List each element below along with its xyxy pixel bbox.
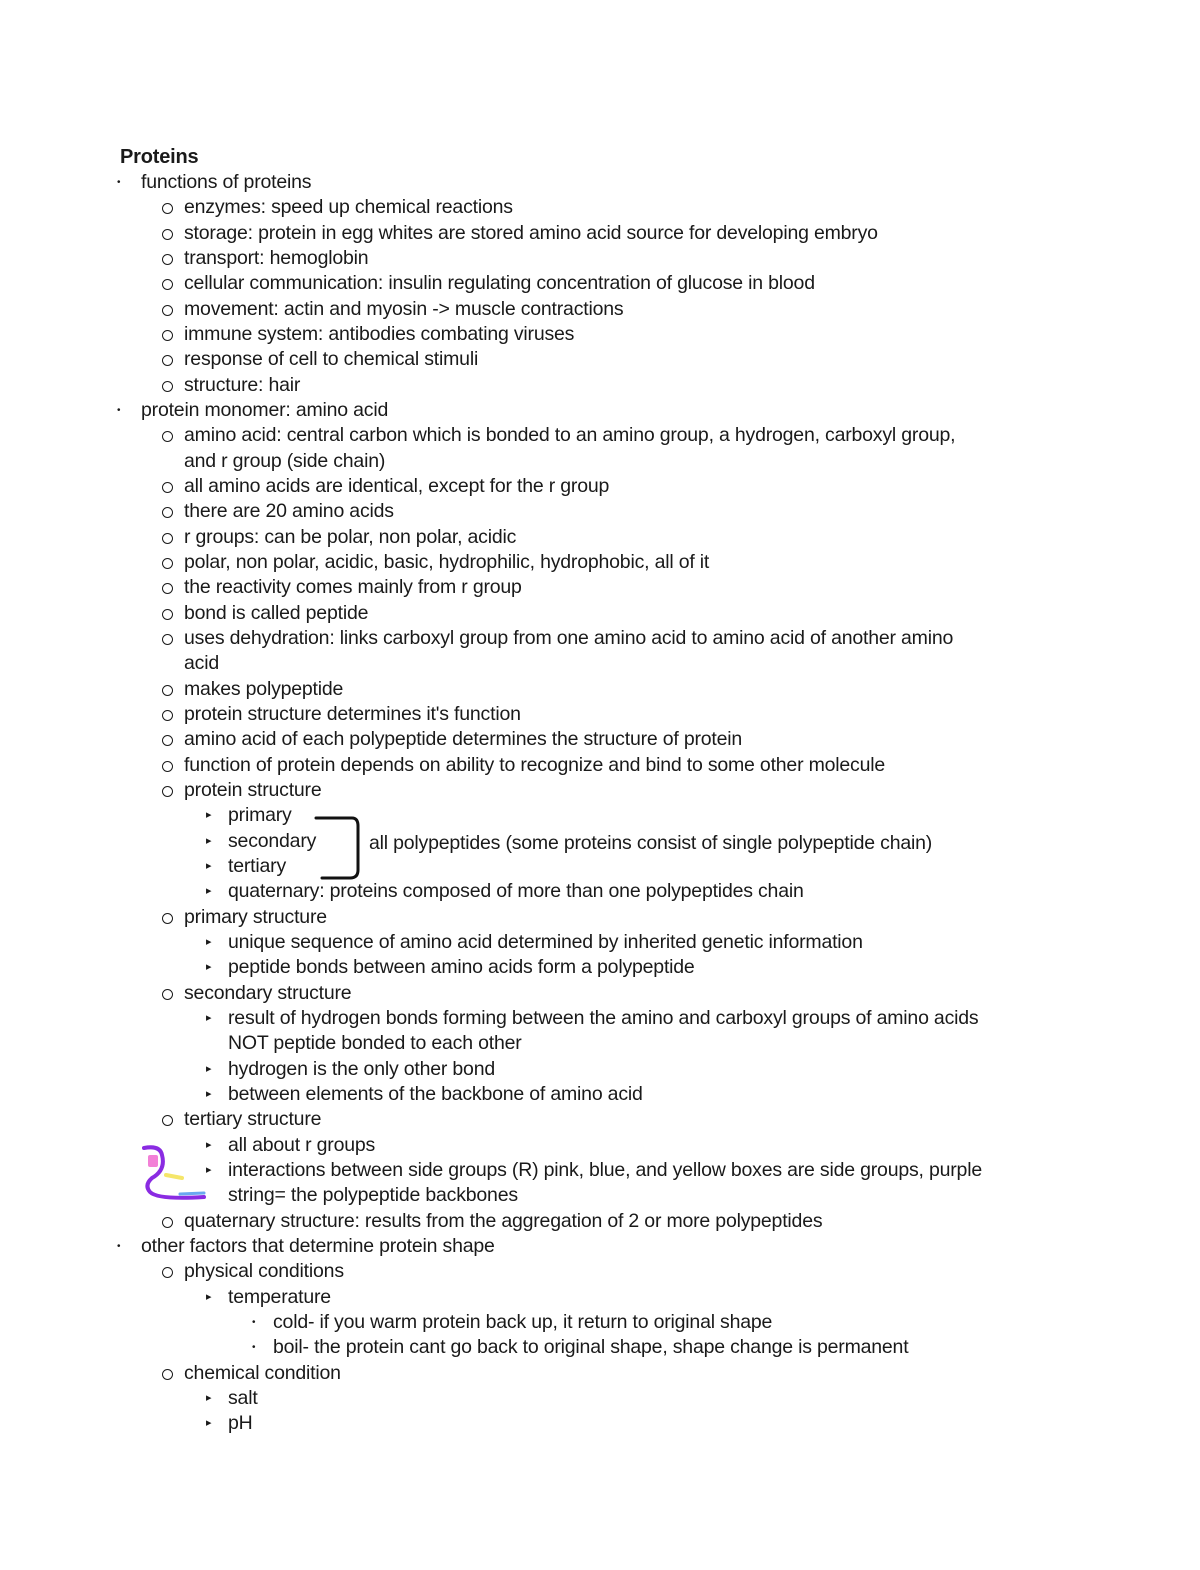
note-text: secondary xyxy=(228,829,317,852)
note-text: makes polypeptide xyxy=(184,677,344,700)
note-text: salt xyxy=(228,1386,258,1409)
note-text: all amino acids are identical, except for the r group xyxy=(184,474,610,497)
bullet-triangle-icon: ▸ xyxy=(206,1087,212,1100)
note-text: movement: actin and myosin -> muscle contractions xyxy=(184,297,624,320)
bullet-triangle-icon: ▸ xyxy=(206,1290,212,1303)
note-text: and r group (side chain) xyxy=(184,449,386,472)
note-text: all about r groups xyxy=(228,1133,376,1156)
note-text: the reactivity comes mainly from r group xyxy=(184,576,522,599)
note-text: storage: protein in egg whites are stored amino acid source for developing embryo xyxy=(184,221,878,244)
note-text: there are 20 amino acids xyxy=(184,500,394,523)
polypeptide-sketch xyxy=(144,1147,204,1198)
note-text: other factors that determine protein shape xyxy=(141,1234,495,1257)
note-text: boil- the protein cant go back to original shape, shape change is permanent xyxy=(273,1336,909,1359)
note-text: primary structure xyxy=(184,905,327,928)
page-title: Proteins xyxy=(120,146,199,168)
bullet-triangle-icon: ▸ xyxy=(206,1417,212,1430)
bullet-triangle-icon: ▸ xyxy=(206,885,212,898)
bullet-small-icon: • xyxy=(252,1342,256,1354)
note-text: pH xyxy=(228,1412,253,1435)
note-text: protein monomer: amino acid xyxy=(141,398,389,421)
note-text: response of cell to chemical stimuli xyxy=(184,348,479,371)
note-text: protein structure xyxy=(184,778,322,801)
note-text: enzymes: speed up chemical reactions xyxy=(184,196,513,219)
note-text: acid xyxy=(184,652,219,675)
note-text: between elements of the backbone of amino acid xyxy=(228,1082,643,1105)
note-text: functions of proteins xyxy=(141,171,312,193)
note-text: chemical condition xyxy=(184,1361,341,1384)
note-text: result of hydrogen bonds forming between the amino and carboxyl groups of amino acids xyxy=(228,1006,979,1029)
bullet-triangle-icon: ▸ xyxy=(206,1163,212,1176)
bullet-triangle-icon: ▸ xyxy=(206,1138,212,1151)
bullet-dot-icon: • xyxy=(117,1240,121,1252)
note-text: polar, non polar, acidic, basic, hydrophilic, hydrophobic, all of it xyxy=(184,550,710,573)
note-text: cellular communication: insulin regulating concentration of glucose in blood xyxy=(184,272,815,295)
note-text: immune system: antibodies combating viruses xyxy=(184,322,575,345)
bullet-dot-icon: • xyxy=(117,177,121,188)
note-text: physical conditions xyxy=(184,1260,344,1283)
note-text: unique sequence of amino acid determined by inherited genetic information xyxy=(228,930,863,953)
note-text: temperature xyxy=(228,1285,331,1308)
bullet-dot-icon: • xyxy=(117,404,121,416)
bullet-triangle-icon: ▸ xyxy=(206,859,212,872)
note-text: tertiary xyxy=(228,854,286,877)
note-text: transport: hemoglobin xyxy=(184,246,369,269)
bullet-triangle-icon: ▸ xyxy=(206,809,212,822)
bullet-triangle-icon: ▸ xyxy=(206,1062,212,1075)
note-text: peptide bonds between amino acids form a polypeptide xyxy=(228,956,695,979)
note-text: amino acid: central carbon which is bonded to an amino group, a hydrogen, carboxyl group, xyxy=(184,424,956,447)
note-text: bond is called peptide xyxy=(184,601,369,624)
note-text: primary xyxy=(228,804,292,827)
note-text: quaternary structure: results from the aggregation of 2 or more polypeptides xyxy=(184,1209,823,1232)
note-text: amino acid of each polypeptide determines the structure of protein xyxy=(184,728,743,751)
note-text: r groups: can be polar, non polar, acidic xyxy=(184,525,517,548)
bullet-triangle-icon: ▸ xyxy=(206,834,212,847)
note-text: hydrogen is the only other bond xyxy=(228,1057,495,1080)
note-text: structure: hair xyxy=(184,373,301,396)
note-text: string= the polypeptide backbones xyxy=(228,1184,518,1207)
bullet-triangle-icon: ▸ xyxy=(206,961,212,974)
note-text: function of protein depends on ability to recognize and bind to some other molecule xyxy=(184,753,886,776)
note-text: protein structure determines it's function xyxy=(184,702,521,725)
note-text: interactions between side groups (R) pink, blue, and yellow boxes are side groups, purple xyxy=(228,1158,982,1181)
note-text: secondary structure xyxy=(184,981,352,1004)
bullet-triangle-icon: ▸ xyxy=(206,1391,212,1404)
note-text: uses dehydration: links carboxyl group from one amino acid to amino acid of another amino xyxy=(184,626,954,649)
bracket-drawing xyxy=(316,818,358,878)
note-text: tertiary structure xyxy=(184,1108,322,1131)
note-text: NOT peptide bonded to each other xyxy=(228,1032,522,1055)
note-text: quaternary: proteins composed of more than one polypeptides chain xyxy=(228,880,804,903)
bullet-triangle-icon: ▸ xyxy=(206,1011,212,1024)
bullet-small-icon: • xyxy=(252,1316,256,1328)
bracket-note: all polypeptides (some proteins consist of single polypeptide chain) xyxy=(369,832,933,854)
note-text: cold- if you warm protein back up, it return to original shape xyxy=(273,1310,773,1333)
bullet-triangle-icon: ▸ xyxy=(206,935,212,948)
